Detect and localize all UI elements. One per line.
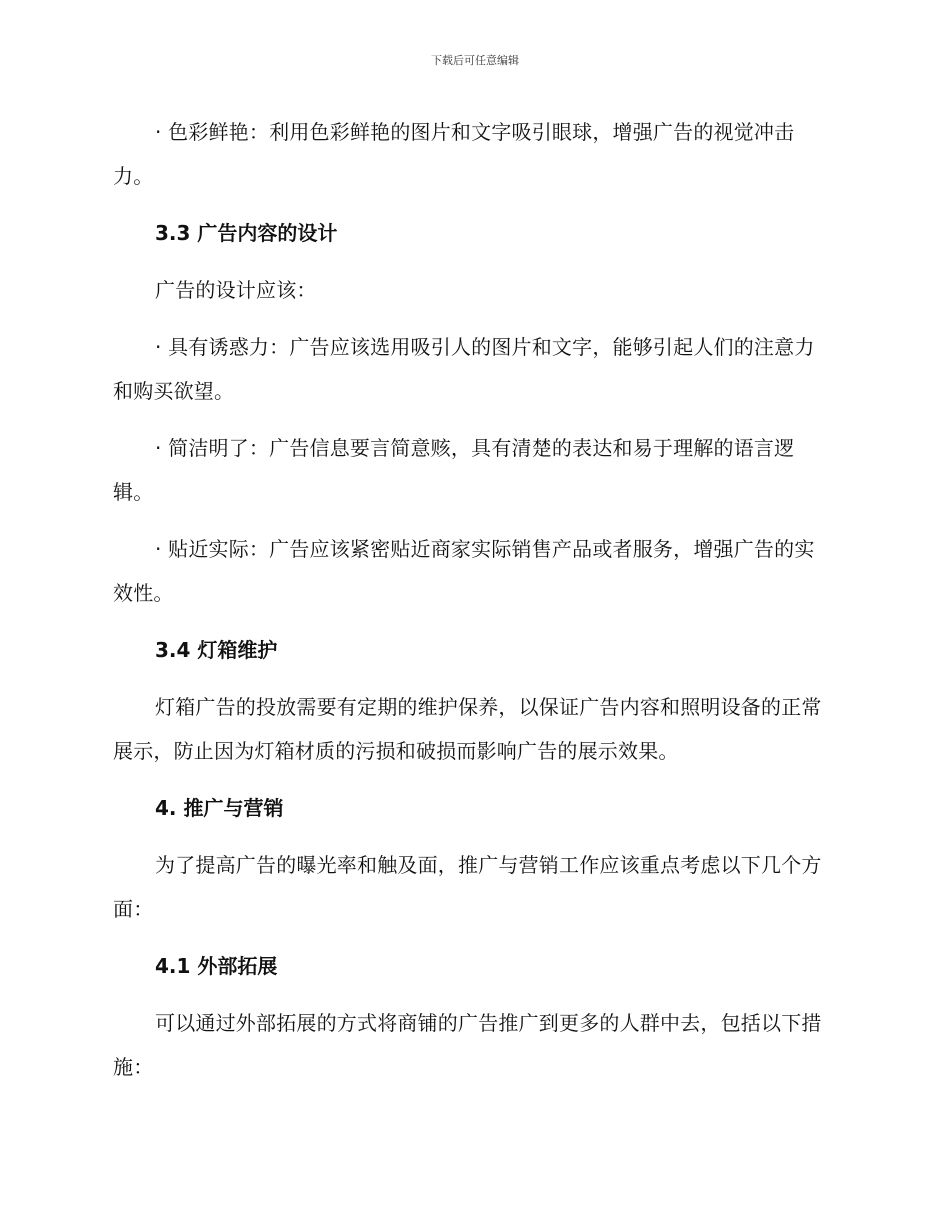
paragraph-lightbox-maintenance: 灯箱广告的投放需要有定期的维护保养，以保证广告内容和照明设备的正常展示，防止因为灯箱材质的污损和破损而影响广告的展示效果。 — [113, 695, 822, 763]
paragraph-promotion-intro: 为了提高广告的曝光率和触及面，推广与营销工作应该重点考虑以下几个方面： — [113, 853, 822, 921]
section-heading-3-3: 3.3 广告内容的设计 — [155, 221, 338, 245]
document-body — [113, 110, 829, 1102]
page-header: 下载后可任意编辑 — [431, 54, 519, 67]
paragraph-bright-colors: · 色彩鲜艳：利用色彩鲜艳的图片和文字吸引眼球，增强广告的视觉冲击力。 — [113, 120, 795, 188]
paragraph-attractive: · 具有诱惑力：广告应该选用吸引人的图片和文字，能够引起人们的注意力和购买欲望。 — [113, 335, 815, 403]
section-heading-3-4: 3.4 灯箱维护 — [155, 638, 278, 662]
section-heading-4-1: 4.1 外部拓展 — [155, 954, 278, 978]
paragraph-concise: · 简洁明了：广告信息要言简意赅，具有清楚的表达和易于理解的语言逻辑。 — [113, 436, 795, 504]
paragraph-external-expansion: 可以通过外部拓展的方式将商铺的广告推广到更多的人群中去，包括以下措施： — [113, 1011, 822, 1079]
paragraph-practical: · 贴近实际：广告应该紧密贴近商家实际销售产品或者服务，增强广告的实效性。 — [113, 537, 815, 605]
section-heading-4: 4. 推广与营销 — [155, 796, 284, 820]
paragraph-design-intro: 广告的设计应该： — [155, 278, 317, 302]
